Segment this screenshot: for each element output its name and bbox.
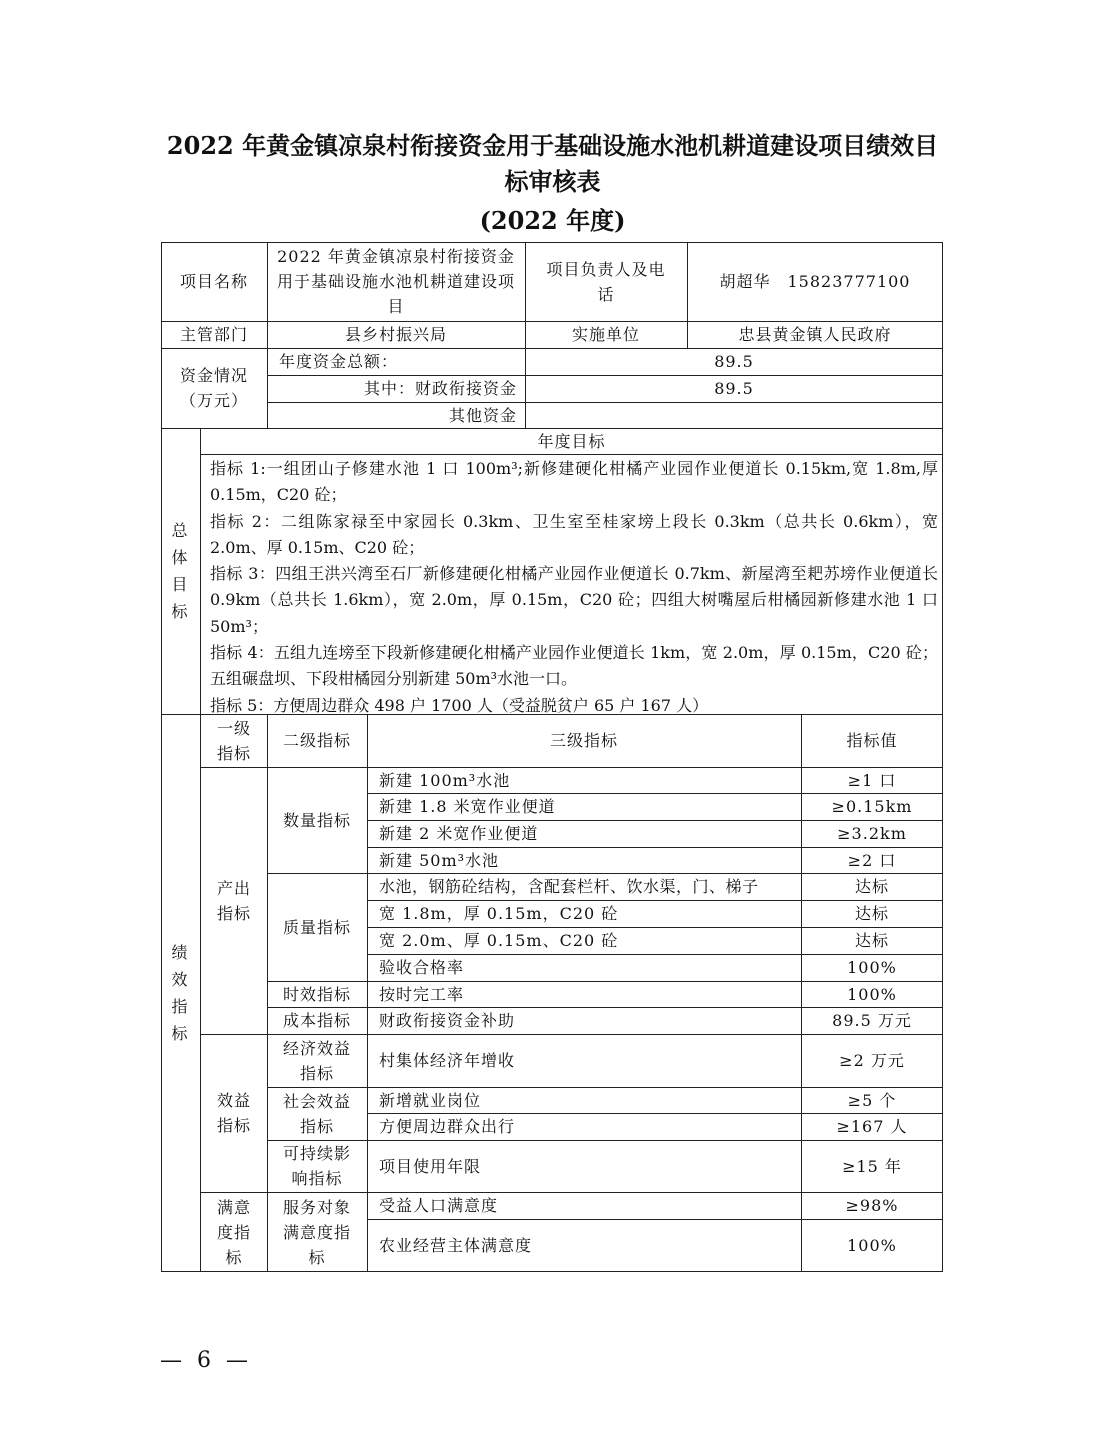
goal-item: 指标 2：二组陈家禄至中家园长 0.3km、卫生室至桂家塝上段长 0.3km（总共长 0.6km），宽 2.0m、厚 0.15m、C20 砼； xyxy=(210,511,938,557)
title-line-2: 标审核表 xyxy=(504,167,601,196)
rule xyxy=(200,454,943,455)
annual-total-value: 89.5 xyxy=(714,352,754,371)
cost-indicator: 成本指标 xyxy=(282,1011,351,1030)
impl-value: 忠县黄金镇人民政府 xyxy=(738,325,892,344)
indicator-name: 新建 2 米宽作业便道 xyxy=(379,824,539,843)
indicator-name: 按时完工率 xyxy=(379,984,465,1004)
indicator-name: 受益人口满意度 xyxy=(379,1196,499,1215)
indicator-name: 项目使用年限 xyxy=(379,1156,482,1176)
indicator-value: ≥167 人 xyxy=(836,1117,908,1136)
project-name-value: 2022 年黄金镇凉泉村衔接资金用于基础设施水池机耕道建设项目 xyxy=(276,247,515,316)
social-benefit-indicator: 社会效益指标 xyxy=(282,1091,351,1136)
dept-label: 主管部门 xyxy=(179,325,248,344)
indicator-name: 方便周边群众出行 xyxy=(379,1117,516,1136)
service-satisfaction-indicator: 服务对象满意度指标 xyxy=(282,1197,351,1267)
indicator-value: ≥15 年 xyxy=(842,1156,902,1176)
satisfaction-indicator-group: 满意度指标 xyxy=(216,1197,251,1267)
manager-value: 胡超华 15823777100 xyxy=(719,272,911,291)
indicator-value: ≥2 万元 xyxy=(839,1051,905,1070)
perf-indicator-label: 绩效指标 xyxy=(171,943,189,1043)
indicator-value: 89.5 万元 xyxy=(832,1011,912,1030)
page-number: — 6 — xyxy=(160,1348,252,1373)
indicator-value: 达标 xyxy=(854,904,889,923)
timeliness-indicator: 时效指标 xyxy=(282,984,351,1004)
quality-indicator: 质量指标 xyxy=(282,917,351,937)
indicator-name: 农业经营主体满意度 xyxy=(379,1236,533,1255)
indicator-name: 新建 100m³水池 xyxy=(379,770,511,790)
goal-item: 指标 5：方便周边群众 498 户 1700 人（受益脱贫户 65 户 167 人） xyxy=(210,695,709,715)
indicator-name: 新建 1.8 米宽作业便道 xyxy=(379,797,556,816)
benefit-indicator-group: 效益指标 xyxy=(216,1091,251,1135)
document-title xyxy=(150,128,955,200)
indicator-name: 宽 2.0m、厚 0.15m、C20 砼 xyxy=(379,931,619,950)
indicator-name: 新建 50m³水池 xyxy=(379,850,500,870)
year-label: (2022 年度) xyxy=(479,206,626,235)
manager-label: 项目负责人及电话 xyxy=(546,259,666,304)
other-fund-value xyxy=(525,402,943,428)
indicator-value: 100% xyxy=(847,1236,897,1255)
sustainability-indicator: 可持续影响指标 xyxy=(282,1144,351,1188)
fiscal-fund-label: 其中：财政衔接资金 xyxy=(363,379,517,398)
indicator-name: 财政衔接资金补助 xyxy=(379,1011,516,1030)
indicator-value: ≥1 口 xyxy=(847,770,897,790)
indicator-value: ≥5 个 xyxy=(847,1090,897,1110)
level2-header: 二级指标 xyxy=(282,731,351,750)
project-name-label: 项目名称 xyxy=(179,272,248,291)
indicator-name: 宽 1.8m，厚 0.15m，C20 砼 xyxy=(379,904,619,923)
indicator-name: 村集体经济年增收 xyxy=(379,1051,516,1070)
indicator-value: 100% xyxy=(847,958,897,977)
title-line-1: 2022 年黄金镇凉泉村衔接资金用于基础设施水池机耕道建设项目绩效目 xyxy=(166,131,939,160)
goal-item: 指标 1:一组团山子修建水池 1 口 100m³;新修建硬化柑橘产业园作业便道长 0.15km,宽 1.8m,厚 0.15m，C20 砼； xyxy=(210,459,938,505)
annual-goal-header: 年度目标 xyxy=(537,431,606,451)
indicator-value: ≥2 口 xyxy=(847,850,897,870)
overall-goal-label: 总体目标 xyxy=(171,521,189,621)
fund-label: 资金情况（万元） xyxy=(179,366,248,410)
economic-benefit-indicator: 经济效益指标 xyxy=(282,1038,351,1083)
indicator-name: 水池，钢筋砼结构，含配套栏杆、饮水渠，门、梯子 xyxy=(379,877,759,896)
level3-header: 三级指标 xyxy=(549,731,618,750)
indicator-value: ≥98% xyxy=(845,1196,899,1215)
dept-value: 县乡村振兴局 xyxy=(344,325,447,344)
annual-total-label: 年度资金总额： xyxy=(279,352,399,371)
other-fund-label: 其他资金 xyxy=(448,405,517,425)
goal-item: 指标 3：四组王洪兴湾至石厂新修建硬化柑橘产业园作业便道长 0.7km、新屋湾至耙苏塝作业便道长 0.9km（总共长 1.6km），宽 2.0m，厚 0.15m，C20 砼；四组大树嘴屋后柑橘园新修建水池 1 口 50m³； xyxy=(210,564,938,636)
goal-item: 指标 4：五组九连塝至下段新修建硬化柑橘产业园作业便道长 1km，宽 2.0m，厚 0.15m，C20 砼；五组碾盘坝、下段柑橘园分别新建 50m³水池一口。 xyxy=(210,643,938,689)
indicator-value: 100% xyxy=(847,984,897,1004)
indicator-value: 达标 xyxy=(854,931,889,950)
impl-label: 实施单位 xyxy=(571,325,640,344)
output-indicator-group: 产出指标 xyxy=(216,878,251,923)
fiscal-fund-value: 89.5 xyxy=(714,379,754,398)
rule xyxy=(200,428,201,1272)
annual-goal-text xyxy=(210,456,938,719)
quantity-indicator: 数量指标 xyxy=(282,810,351,830)
indicator-value: ≥0.15km xyxy=(831,797,913,816)
value-header: 指标值 xyxy=(846,731,898,750)
indicator-name: 新增就业岗位 xyxy=(379,1090,482,1110)
indicator-name: 验收合格率 xyxy=(379,958,465,977)
indicator-value: 达标 xyxy=(854,877,889,896)
level1-header: 一级指标 xyxy=(216,718,251,763)
indicator-value: ≥3.2km xyxy=(837,824,907,843)
